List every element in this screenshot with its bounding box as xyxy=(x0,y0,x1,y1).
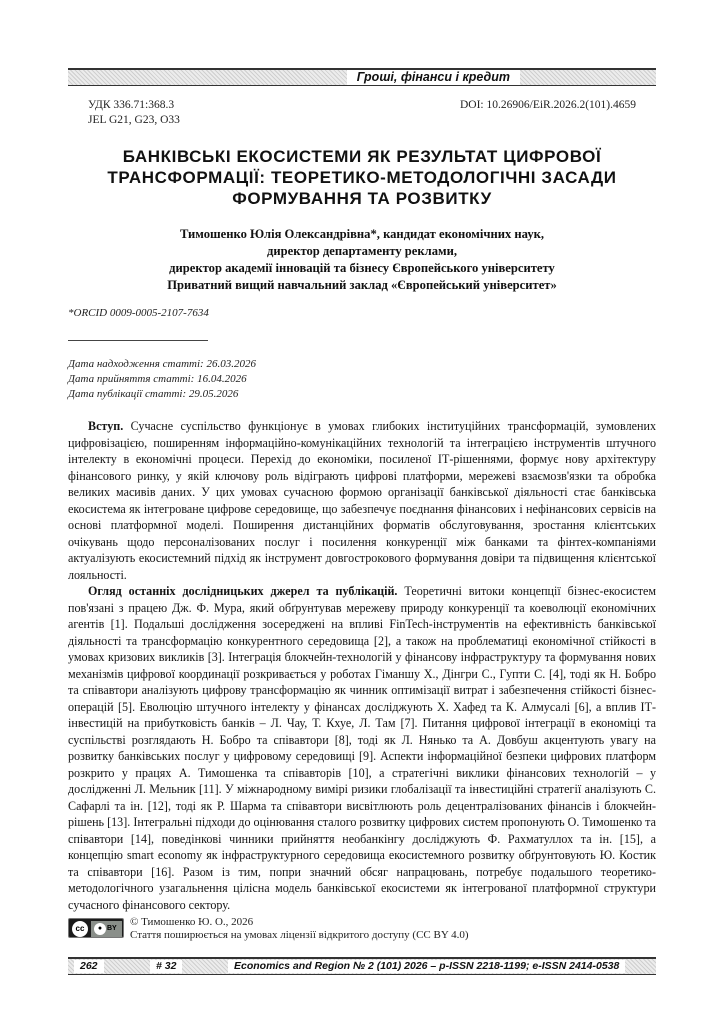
doi-identifier: DOI: 10.26906/EiR.2026.2(101).4659 xyxy=(459,99,636,111)
cc-icon: cc xyxy=(72,921,88,937)
cc-by-license-icon[interactable] xyxy=(68,918,124,938)
classification-codes xyxy=(88,98,180,128)
intro-heading: Вступ. xyxy=(88,419,124,433)
journal-citation: Economics and Region № 2 (101) 2026 – p-ISSN 2218-1199; e-ISSN 2414-0538 xyxy=(228,960,625,973)
intro-text: Сучасне суспільство функціонує в умовах глибоких інституційних трансформацій, зумовлених цифровізацією, поширенням інформаційно-комунікаційних технологій та інтеграцією інструментів штучного інтелекту в економічні процеси. Перехід до економіки, посиленої ІТ-рішеннями, формує нову архітектуру фінансового ринку, у якій ключову роль відіграють цифрові платформи, мережеві взаємозв'язки та обробка великих масивів даних. У цих умовах сучасною формою організації банківської діяльності стає банківська екосистема як інтегроване цифрове середовище, що забезпечує поєднання фінансових і нефінансових сервісів на основі платформної моделі. Поширення дистанційних форматів обслуговування, зростання клієнтських очікувань щодо персоналізованих послуг і посилення конкуренції між банками та фінтех-компаніями актуалізують екосистемний підхід як інструмент довгострокового формування довіри та підвищення клієнтської лояльності. xyxy=(68,419,656,582)
journal-header-band xyxy=(68,68,656,86)
by-attribution-block xyxy=(91,921,122,937)
review-text: Теоретичні витоки концепції бізнес-екосистем пов'язані з працею Дж. Ф. Мура, який обґрунтував мережеву природу конкуренції та коеволюції економічних агентів [1]. Подальші дослідження зосереджені на впливі FinTech-інструментів на ефективність банківської діяльності та трансформацію конкурентного середовища [2], а також на проблематиці економічної стійкості в умовах кризових викликів [3]. Інтеграція блокчейн-технологій у фінансову інфраструктуру та формування нових механізмів цифрової координації розкривається у роботах Гіманшу Х., Дінгри С., Гупти С. [4], тоді як Н. Бобро та співавтори аналізують цифрову трансформацію як чинник оптимізації витрат і забезпечення стійкості бізнес-операцій [5]. Еволюцію штучного інтелекту у фінансах досліджують Х. Хафед та К. Алмусалі [6], а вплив ІТ-інвестицій на прибутковість банків – Л. Чау, Т. Кхуе, Л. Там [7]. Питання цифрової інтеграції в економіці та суспільстві розглядають Н. Бобро та співавтори [8], тоді як Л. Нянько та А. Довбуш акцентують увагу на розвитку банківських послуг у цифровому середовищі [9]. Аспекти інформаційної безпеки цифрових платформ розкрито у працях А. Тимошенка та співавторів [10], а стратегічні виклики фінансових технологій – у дослідженні Л. Мельник [11]. У міжнародному вимірі ризики глобалізації та інвестиційні стратегії аналізують С. Сафарлі та ін. [12], тоді як Р. Шарма та співавтори висвітлюють роль децентралізованих фінансів і блокчейн-рішень [13]. Інтегральні підходи до оцінювання сталого розвитку цифрових систем пропонують О. Тимошенко та співавтори [14], поведінкові чинники прийняття необанкінгу досліджують Ф. Рахматуллох та ін. [15], а концепцію smart economy як інфраструктурного середовища екосистемного розвитку обґрунтовують Ю. Костик та співавтори [16]. Разом із тим, попри значний обсяг напрацювань, потребує подальшого теоретико-методологічного узагальнення цілісна модель банківської екосистеми як інтегрованої платформної структури сучасного фінансового сектору. xyxy=(68,584,657,912)
author-line: Приватний вищий навчальний заклад «Європейський університет» xyxy=(167,278,557,292)
license-terms: Стаття поширюється на умовах ліцензії відкритого доступу (CC BY 4.0) xyxy=(130,929,469,941)
udk-code: УДК 336.71:368.3 xyxy=(88,99,175,111)
page-number: 262 xyxy=(74,960,104,973)
intro-paragraph xyxy=(68,418,656,583)
author-affiliation xyxy=(90,226,634,294)
issue-number: # 32 xyxy=(150,960,182,973)
journal-section-title: Гроші, фінанси і кредит xyxy=(347,70,520,85)
title-line: ФОРМУВАННЯ ТА РОЗВИТКУ xyxy=(232,189,492,208)
author-line: директор департаменту реклами, xyxy=(266,244,458,258)
review-paragraph xyxy=(68,583,656,913)
copyright-line: © Тимошенко Ю. О., 2026 xyxy=(130,916,254,928)
jel-code: JEL G21, G23, O33 xyxy=(88,114,180,126)
license-text xyxy=(130,916,469,942)
divider xyxy=(68,340,208,341)
article-dates xyxy=(68,357,256,402)
article-body xyxy=(68,418,656,913)
person-icon: ● xyxy=(94,923,106,935)
author-line: директор академії інновацій та бізнесу Європейського університету xyxy=(169,261,555,275)
by-label: BY xyxy=(107,925,117,932)
date-received: Дата надходження статті: 26.03.2026 xyxy=(68,358,256,370)
date-accepted: Дата прийняття статті: 16.04.2026 xyxy=(68,373,247,385)
author-line: Тимошенко Юлія Олександрівна*, кандидат економічних наук, xyxy=(179,227,545,241)
review-heading: Огляд останніх дослідницьких джерел та публікацій. xyxy=(88,584,398,598)
article-title xyxy=(90,146,634,209)
title-line: ТРАНСФОРМАЦІЇ: ТЕОРЕТИКО-МЕТОДОЛОГІЧНІ ЗАСАДИ xyxy=(107,168,617,187)
date-published: Дата публікації статті: 29.05.2026 xyxy=(68,388,239,400)
journal-footer-band xyxy=(68,957,656,975)
orcid-id: *ORCID 0009-0005-2107-7634 xyxy=(68,307,209,319)
title-line: БАНКІВСЬКІ ЕКОСИСТЕМИ ЯК РЕЗУЛЬТАТ ЦИФРОВОЇ xyxy=(122,147,602,166)
